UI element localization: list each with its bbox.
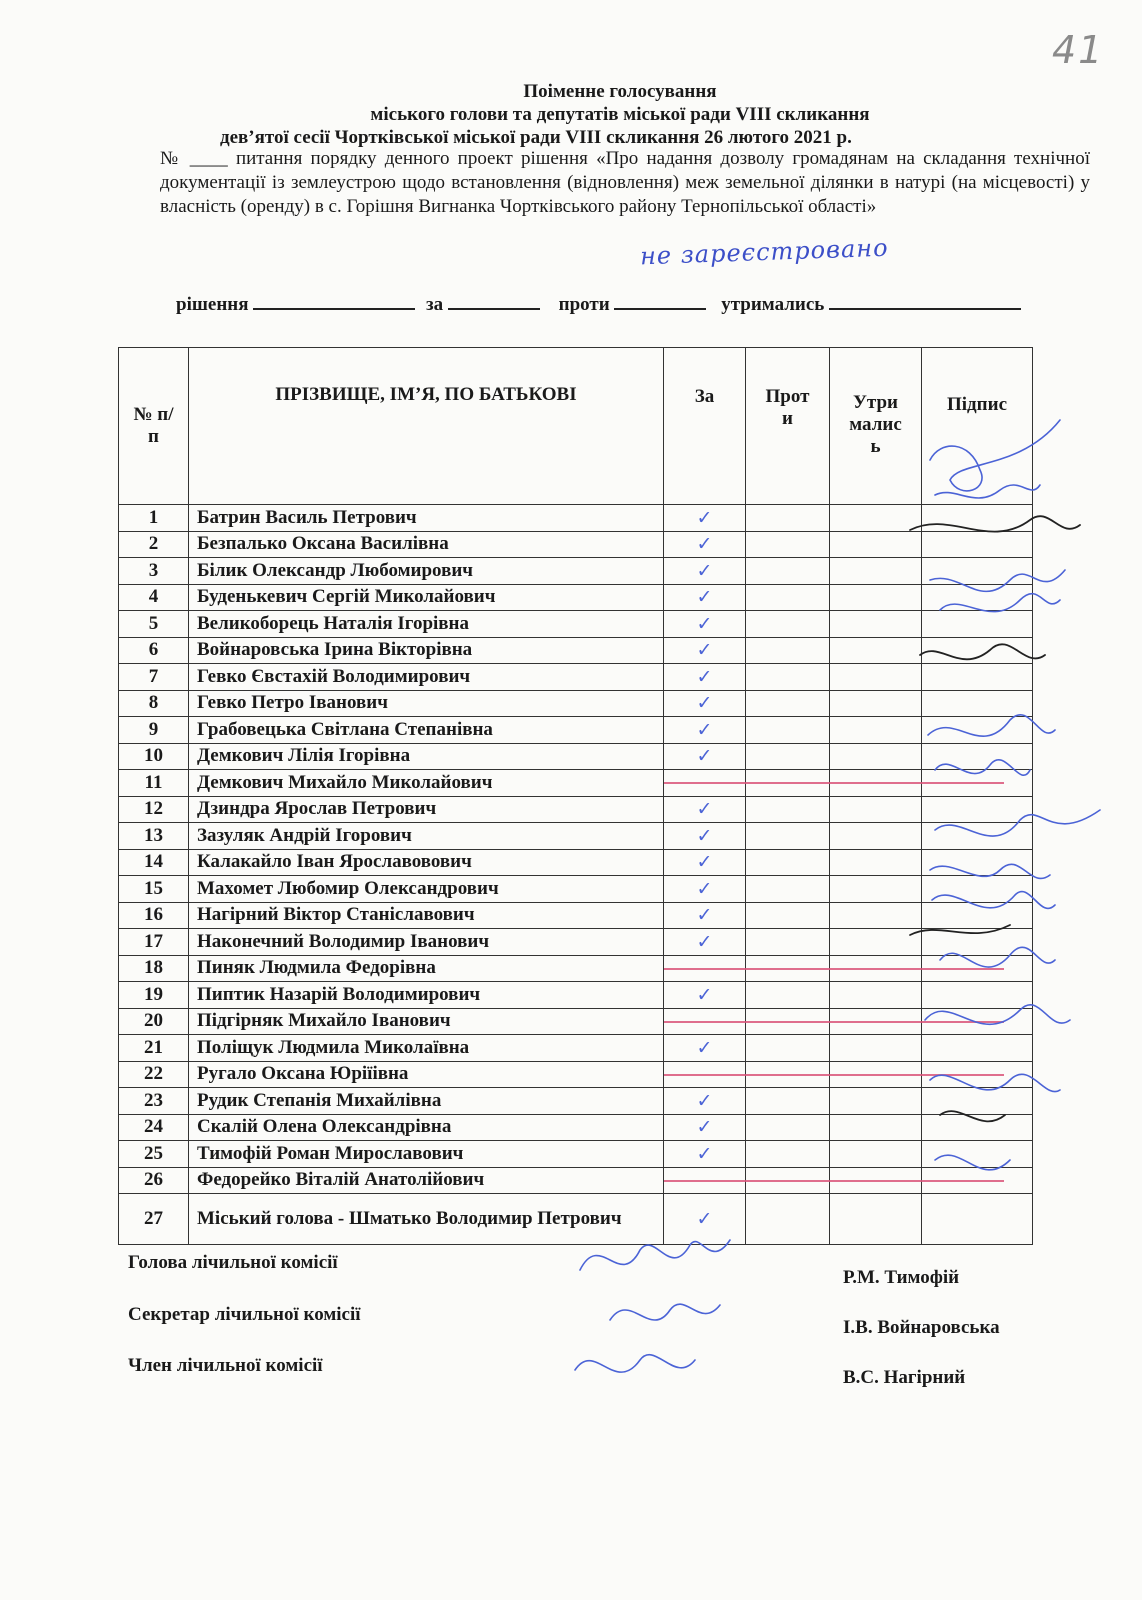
row-deputy-name: Гевко Петро Іванович — [189, 690, 664, 717]
row-vote-for — [664, 531, 746, 558]
row-deputy-name: Поліщук Людмила Миколаївна — [189, 1035, 664, 1062]
row-vote-for — [664, 770, 746, 797]
row-vote-abstain — [830, 1035, 922, 1062]
row-signature — [922, 584, 1033, 611]
table-row — [119, 637, 1033, 664]
header-name: ПРІЗВИЩЕ, ІМ’Я, ПО БАТЬКОВІ — [189, 348, 664, 505]
row-vote-for — [664, 902, 746, 929]
row-vote-against — [746, 796, 830, 823]
row-vote-abstain — [830, 849, 922, 876]
row-vote-against — [746, 823, 830, 850]
row-vote-abstain — [830, 611, 922, 638]
check-mark-icon: ✓ — [696, 1036, 713, 1059]
row-deputy-name: Міський голова - Шматько Володимир Петрович — [189, 1194, 664, 1245]
row-deputy-name: Безпалько Оксана Василівна — [189, 531, 664, 558]
row-vote-against — [746, 1088, 830, 1115]
check-mark-icon: ✓ — [696, 1089, 713, 1112]
row-vote-for — [664, 690, 746, 717]
row-deputy-name: Войнаровська Ірина Вікторівна — [189, 637, 664, 664]
row-deputy-name: Буденькевич Сергій Миколайович — [189, 584, 664, 611]
row-vote-abstain — [830, 876, 922, 903]
row-vote-against — [746, 505, 830, 532]
row-number: 16 — [119, 902, 189, 929]
check-mark-icon: ✓ — [696, 745, 713, 768]
decision-label: рішення — [176, 294, 249, 315]
abstained-blank — [829, 292, 1021, 310]
absent-strike-line — [664, 1180, 1004, 1182]
table-row — [119, 770, 1033, 797]
absent-strike-line — [664, 1074, 1004, 1076]
row-signature — [922, 558, 1033, 585]
row-vote-for — [664, 849, 746, 876]
check-mark-icon: ✓ — [696, 851, 713, 874]
table-row — [119, 584, 1033, 611]
row-number: 3 — [119, 558, 189, 585]
row-vote-against — [746, 982, 830, 1009]
row-number: 10 — [119, 743, 189, 770]
table-row — [119, 1194, 1033, 1245]
row-vote-against — [746, 637, 830, 664]
table-row — [119, 690, 1033, 717]
check-mark-icon: ✓ — [696, 824, 713, 847]
row-number: 21 — [119, 1035, 189, 1062]
header-abstain: Утри малис ь — [830, 348, 922, 505]
table-row — [119, 982, 1033, 1009]
row-vote-for — [664, 796, 746, 823]
row-vote-against — [746, 1194, 830, 1245]
header-num: № п/п — [119, 348, 189, 505]
row-vote-against — [746, 717, 830, 744]
row-number: 24 — [119, 1114, 189, 1141]
row-signature — [922, 796, 1033, 823]
header-against: Прот и — [746, 348, 830, 505]
row-vote-against — [746, 929, 830, 956]
check-mark-icon: ✓ — [696, 639, 713, 662]
check-mark-icon: ✓ — [696, 506, 713, 529]
row-signature — [922, 876, 1033, 903]
row-vote-abstain — [830, 717, 922, 744]
row-signature — [922, 637, 1033, 664]
row-signature — [922, 743, 1033, 770]
handwritten-note: не зареєстровано — [639, 233, 890, 271]
secretary-label: Секретар лічильної комісії — [128, 1304, 361, 1325]
table-row — [119, 1167, 1033, 1194]
row-deputy-name: Білик Олександр Любомирович — [189, 558, 664, 585]
table-row — [119, 505, 1033, 532]
against-blank — [614, 292, 706, 310]
row-vote-for — [664, 1194, 746, 1245]
row-signature — [922, 1194, 1033, 1245]
table-row — [119, 1114, 1033, 1141]
row-deputy-name: Нагірний Віктор Станіславович — [189, 902, 664, 929]
row-vote-for — [664, 743, 746, 770]
agenda-question — [160, 147, 1090, 219]
roll-call-table — [118, 347, 1033, 1245]
row-vote-for — [664, 584, 746, 611]
check-mark-icon: ✓ — [696, 798, 713, 821]
row-vote-for — [664, 717, 746, 744]
table-row — [119, 929, 1033, 956]
for-blank — [448, 292, 540, 310]
row-vote-abstain — [830, 637, 922, 664]
row-number: 14 — [119, 849, 189, 876]
row-vote-abstain — [830, 690, 922, 717]
table-row — [119, 1088, 1033, 1115]
row-deputy-name: Гевко Євстахій Володимирович — [189, 664, 664, 691]
row-vote-abstain — [830, 584, 922, 611]
check-mark-icon: ✓ — [696, 718, 713, 741]
row-vote-against — [746, 902, 830, 929]
row-signature — [922, 823, 1033, 850]
question-text: питання порядку денного проект рішення «Про надання дозволу громадянам на складання технічної документації із землеустрою щодо встановлення (відновлення) меж земельної ділянки в натурі (на місцевості) у власність (оренду) в с. Горішня Вигнанка Чортківського району Тернопільської області» — [160, 148, 1090, 217]
row-vote-abstain — [830, 664, 922, 691]
check-mark-icon: ✓ — [696, 1208, 713, 1230]
table-row — [119, 717, 1033, 744]
check-mark-icon: ✓ — [696, 612, 713, 635]
row-deputy-name: Великоборець Наталія Ігорівна — [189, 611, 664, 638]
secretary-name: І.В. Войнаровська — [843, 1317, 1000, 1338]
row-number: 9 — [119, 717, 189, 744]
check-mark-icon: ✓ — [696, 904, 713, 927]
row-deputy-name: Тимофій Роман Мирославович — [189, 1141, 664, 1168]
row-deputy-name: Ругало Оксана Юріїівна — [189, 1061, 664, 1088]
row-signature — [922, 849, 1033, 876]
table-row — [119, 558, 1033, 585]
row-vote-for — [664, 929, 746, 956]
row-vote-abstain — [830, 743, 922, 770]
row-number: 13 — [119, 823, 189, 850]
row-vote-for — [664, 1088, 746, 1115]
check-mark-icon: ✓ — [696, 930, 713, 953]
check-mark-icon: ✓ — [696, 877, 713, 900]
row-deputy-name: Підгірняк Михайло Іванович — [189, 1008, 664, 1035]
row-number: 25 — [119, 1141, 189, 1168]
row-signature — [922, 1088, 1033, 1115]
row-number: 6 — [119, 637, 189, 664]
row-number: 27 — [119, 1194, 189, 1245]
row-deputy-name: Пиняк Людмила Федорівна — [189, 955, 664, 982]
absent-strike-line — [664, 782, 1004, 784]
chair-name: Р.М. Тимофій — [843, 1267, 960, 1288]
row-number: 7 — [119, 664, 189, 691]
row-number: 1 — [119, 505, 189, 532]
for-label: за — [426, 294, 444, 315]
table-row — [119, 664, 1033, 691]
row-number: 15 — [119, 876, 189, 903]
row-number: 4 — [119, 584, 189, 611]
table-row — [119, 1035, 1033, 1062]
row-vote-for — [664, 1167, 746, 1194]
row-signature — [922, 664, 1033, 691]
table-row — [119, 849, 1033, 876]
table-row — [119, 1061, 1033, 1088]
decision-line — [176, 292, 1021, 316]
abstained-label: утримались — [721, 294, 825, 315]
member-name: В.С. Нагірний — [843, 1367, 966, 1388]
check-mark-icon: ✓ — [696, 586, 713, 609]
header-for: За — [664, 348, 746, 505]
header-signature: Підпис — [922, 348, 1033, 505]
document-header — [160, 80, 1080, 149]
against-label: проти — [558, 294, 610, 315]
header-line-3: дев’ятої сесії Чортківської міської ради VIII скликання 26 лютого 2021 р. — [220, 127, 852, 148]
check-mark-icon: ✓ — [696, 983, 713, 1006]
row-deputy-name: Пиптик Назарій Володимирович — [189, 982, 664, 1009]
absent-strike-line — [664, 1021, 1004, 1023]
row-number: 8 — [119, 690, 189, 717]
row-vote-for — [664, 1008, 746, 1035]
row-vote-against — [746, 584, 830, 611]
row-vote-against — [746, 743, 830, 770]
table-row — [119, 531, 1033, 558]
row-deputy-name: Наконечний Володимир Іванович — [189, 929, 664, 956]
row-vote-for — [664, 823, 746, 850]
table-header-row — [119, 348, 1033, 505]
row-vote-against — [746, 611, 830, 638]
decision-blank — [253, 292, 415, 310]
row-vote-for — [664, 1035, 746, 1062]
row-vote-for — [664, 505, 746, 532]
chair-label: Голова лічильної комісії — [128, 1252, 338, 1273]
row-vote-against — [746, 558, 830, 585]
row-signature — [922, 531, 1033, 558]
row-signature — [922, 982, 1033, 1009]
row-vote-against — [746, 849, 830, 876]
row-vote-against — [746, 1114, 830, 1141]
row-vote-abstain — [830, 1114, 922, 1141]
table-row — [119, 876, 1033, 903]
row-vote-abstain — [830, 1088, 922, 1115]
table-row — [119, 611, 1033, 638]
row-deputy-name: Демкович Михайло Миколайович — [189, 770, 664, 797]
row-vote-abstain — [830, 982, 922, 1009]
row-number: 23 — [119, 1088, 189, 1115]
row-vote-against — [746, 876, 830, 903]
check-mark-icon: ✓ — [696, 1142, 713, 1165]
row-vote-for — [664, 876, 746, 903]
row-vote-against — [746, 690, 830, 717]
table-row — [119, 743, 1033, 770]
row-vote-abstain — [830, 505, 922, 532]
row-vote-abstain — [830, 558, 922, 585]
member-label: Член лічильної комісії — [128, 1355, 323, 1376]
table-row — [119, 796, 1033, 823]
check-mark-icon: ✓ — [696, 559, 713, 582]
row-vote-for — [664, 1114, 746, 1141]
row-number: 12 — [119, 796, 189, 823]
row-number: 11 — [119, 770, 189, 797]
row-number: 22 — [119, 1061, 189, 1088]
check-mark-icon: ✓ — [696, 1116, 713, 1139]
table-row — [119, 823, 1033, 850]
row-deputy-name: Демкович Лілія Ігорівна — [189, 743, 664, 770]
row-vote-abstain — [830, 929, 922, 956]
row-vote-abstain — [830, 823, 922, 850]
row-signature — [922, 929, 1033, 956]
row-deputy-name: Рудик Степанія Михайлівна — [189, 1088, 664, 1115]
table-row — [119, 1141, 1033, 1168]
row-signature — [922, 1035, 1033, 1062]
row-signature — [922, 505, 1033, 532]
row-vote-for — [664, 1061, 746, 1088]
check-mark-icon: ✓ — [696, 533, 713, 556]
row-deputy-name: Батрин Василь Петрович — [189, 505, 664, 532]
row-vote-abstain — [830, 902, 922, 929]
row-deputy-name: Грабовецька Світлана Степанівна — [189, 717, 664, 744]
row-vote-for — [664, 558, 746, 585]
row-signature — [922, 717, 1033, 744]
row-number: 5 — [119, 611, 189, 638]
row-deputy-name: Федорейко Віталій Анатолійович — [189, 1167, 664, 1194]
row-signature — [922, 902, 1033, 929]
row-number: 18 — [119, 955, 189, 982]
row-number: 17 — [119, 929, 189, 956]
row-number: 19 — [119, 982, 189, 1009]
row-vote-abstain — [830, 796, 922, 823]
table-row — [119, 902, 1033, 929]
row-vote-against — [746, 1035, 830, 1062]
row-vote-for — [664, 611, 746, 638]
row-vote-against — [746, 531, 830, 558]
row-number: 20 — [119, 1008, 189, 1035]
table-row — [119, 1008, 1033, 1035]
check-mark-icon: ✓ — [696, 665, 713, 688]
header-line-2: міського голови та депутатів міської ради VIII скликання — [370, 104, 870, 125]
row-vote-abstain — [830, 531, 922, 558]
row-vote-for — [664, 982, 746, 1009]
absent-strike-line — [664, 968, 1004, 970]
row-number: 26 — [119, 1167, 189, 1194]
row-vote-for — [664, 955, 746, 982]
row-signature — [922, 1141, 1033, 1168]
row-deputy-name: Дзиндра Ярослав Петрович — [189, 796, 664, 823]
check-mark-icon: ✓ — [696, 692, 713, 715]
row-number: 2 — [119, 531, 189, 558]
row-vote-against — [746, 1141, 830, 1168]
question-number: № ____ — [160, 148, 228, 169]
row-deputy-name: Калакайло Іван Ярославовович — [189, 849, 664, 876]
row-vote-for — [664, 1141, 746, 1168]
page-number: 41 — [1052, 28, 1105, 72]
row-signature — [922, 1114, 1033, 1141]
header-line-1: Поіменне голосування — [523, 81, 717, 102]
row-deputy-name: Зазуляк Андрій Ігорович — [189, 823, 664, 850]
row-vote-for — [664, 664, 746, 691]
row-vote-abstain — [830, 1194, 922, 1245]
row-vote-abstain — [830, 1141, 922, 1168]
row-deputy-name: Махомет Любомир Олександрович — [189, 876, 664, 903]
row-deputy-name: Скалій Олена Олександрівна — [189, 1114, 664, 1141]
table-row — [119, 955, 1033, 982]
row-signature — [922, 611, 1033, 638]
row-signature — [922, 690, 1033, 717]
row-vote-for — [664, 637, 746, 664]
row-vote-against — [746, 664, 830, 691]
